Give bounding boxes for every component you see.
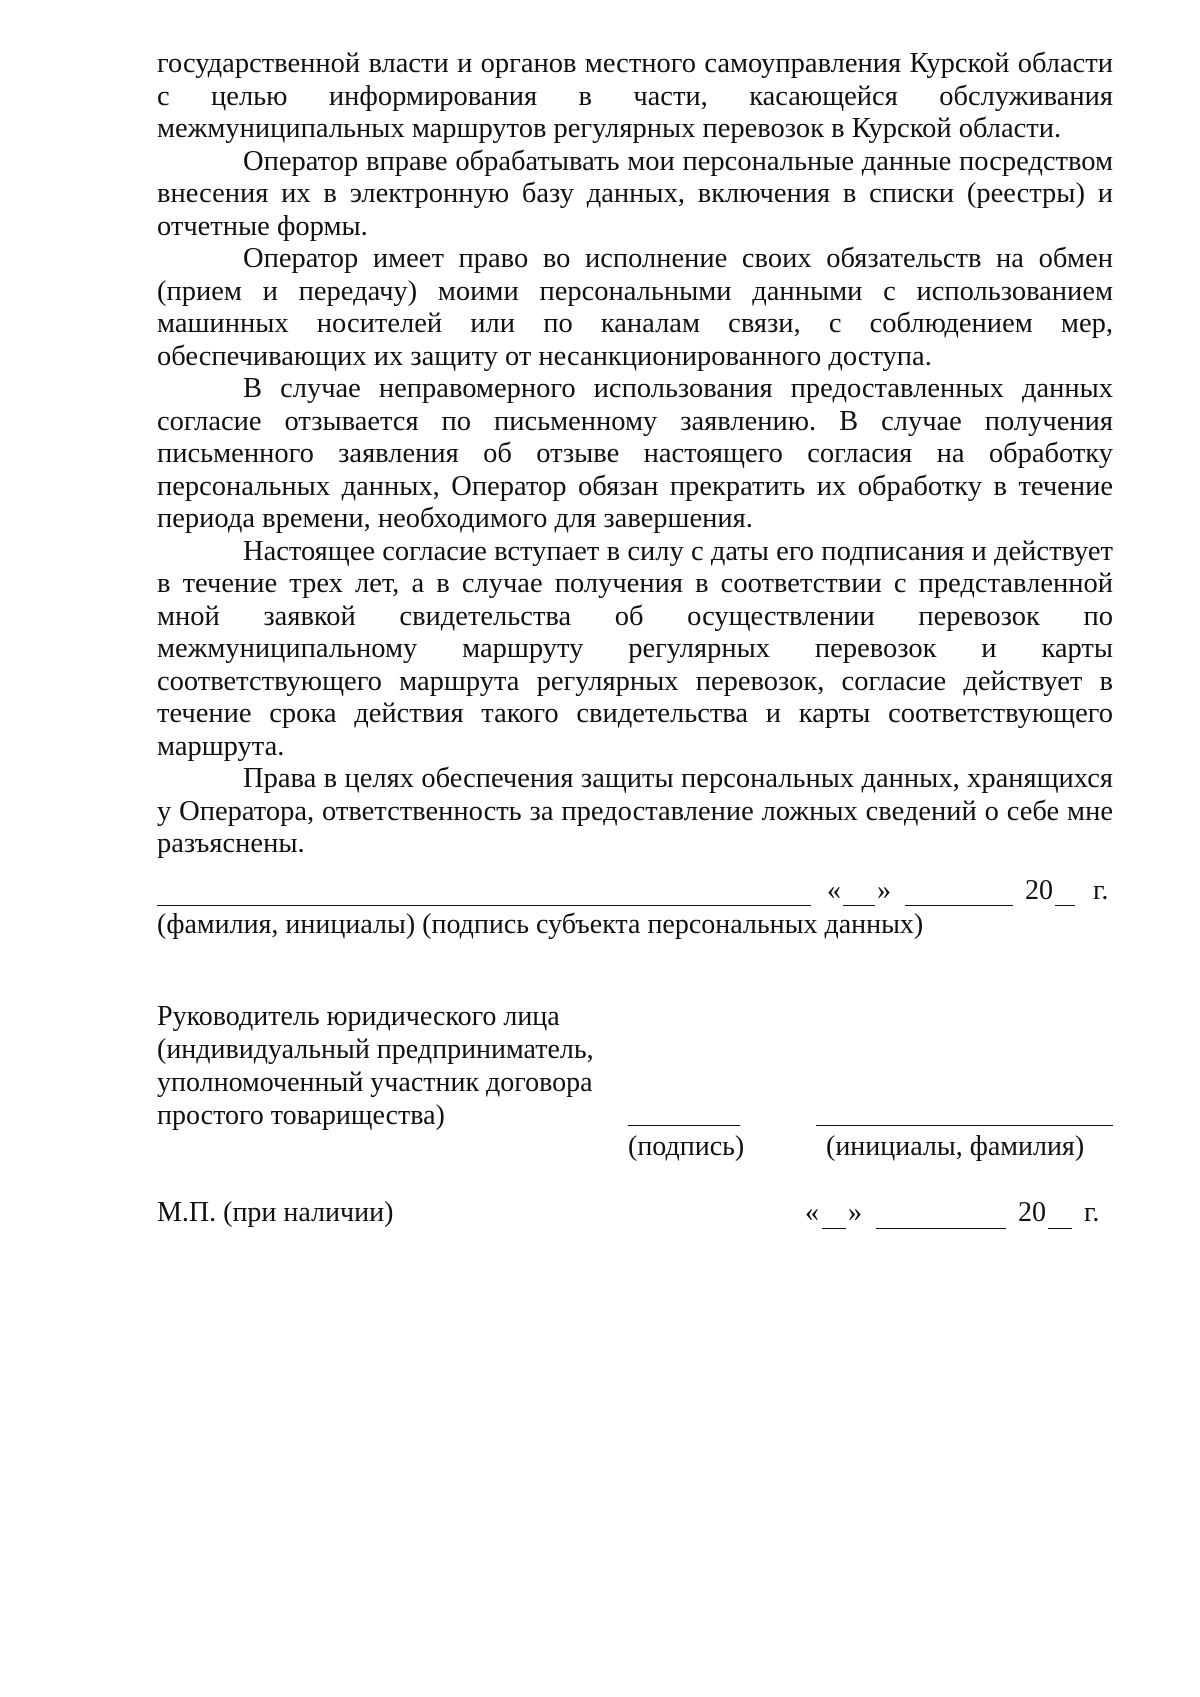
subject-signature-caption: (фамилия, инициалы) (подпись субъекта персональных данных)	[157, 909, 924, 940]
manager-signature-line	[628, 1125, 740, 1126]
manager-title-line-4: простого товарищества)	[157, 1100, 445, 1131]
paragraph-rights-explained: Права в целях обеспечения защиты персональных данных, хранящихся у Оператора, ответственность за предоставление ложных сведений о себе мне разъяснены.	[157, 763, 1113, 859]
date-year-line	[1055, 905, 1075, 906]
manager-title-line-1: Руководитель юридического лица	[157, 1001, 560, 1032]
paragraph-validity-period: Настоящее согласие вступает в силу с даты его подписания и действует в течение трех лет, а в случае получения в соответствии с представленной мной заявкой свидетельства об осуществлении перевозок по межмуниципальному маршруту регулярных перевозок и карты соответствующего маршрута регулярных перевозок, согласие действует в течение срока действия такого свидетельства и карты соответствующего маршрута.	[157, 535, 1113, 762]
date-day-line	[843, 905, 875, 906]
seal-date-day-line	[822, 1228, 846, 1229]
seal-label: М.П. (при наличии)	[157, 1197, 394, 1228]
seal-date-open-quote: «	[805, 1197, 819, 1228]
manager-title-line-2: (индивидуальный предприниматель,	[157, 1034, 594, 1065]
subject-signature-block	[157, 875, 1113, 940]
paragraph-processing-methods: Оператор вправе обрабатывать мои персональные данные посредством внесения их в электронную базу данных, включения в списки (реестры) и отчетные формы.	[157, 145, 1113, 242]
seal-date-year-prefix: 20	[1018, 1197, 1046, 1228]
seal-date-close-quote: »	[848, 1197, 862, 1228]
manager-signature-caption: (подпись)	[628, 1131, 745, 1162]
date-open-quote: «	[827, 875, 841, 906]
manager-name-line	[816, 1125, 1113, 1126]
manager-name-caption: (инициалы, фамилия)	[826, 1131, 1085, 1162]
paragraph-continuation: государственной власти и органов местного самоуправления Курской области с целью информирования в части, касающейся обслуживания межмуниципальных маршрутов регулярных перевозок в Курской области.	[157, 48, 1113, 144]
paragraph-consent-withdrawal: В случае неправомерного использования предоставленных данных согласие отзывается по письменному заявлению. В случае получения письменного заявления об отзыве настоящего согласия на обработку персональных данных, Оператор обязан прекратить их обработку в течение периода времени, необходимого для завершения.	[157, 373, 1113, 534]
consent-body	[157, 48, 1113, 861]
date-month-line	[905, 905, 1013, 906]
date-close-quote: »	[877, 875, 891, 906]
seal-date-year-suffix: г.	[1084, 1197, 1100, 1228]
manager-title-block	[157, 1000, 594, 1132]
seal-date-month-line	[876, 1228, 1006, 1229]
seal-date-year-line	[1048, 1228, 1072, 1229]
subject-name-signature-line	[157, 905, 811, 906]
date-year-suffix: г.	[1093, 875, 1109, 906]
paragraph-data-exchange: Оператор имеет право во исполнение своих обязательств на обмен (прием и передачу) моими персональными данными с использованием машинных носителей или по каналам связи, с соблюдением мер, обеспечивающих их защиту от несанкционированного доступа.	[157, 243, 1113, 372]
date-year-prefix: 20	[1025, 875, 1053, 906]
manager-title-line-3: уполномоченный участник договора	[157, 1067, 593, 1098]
